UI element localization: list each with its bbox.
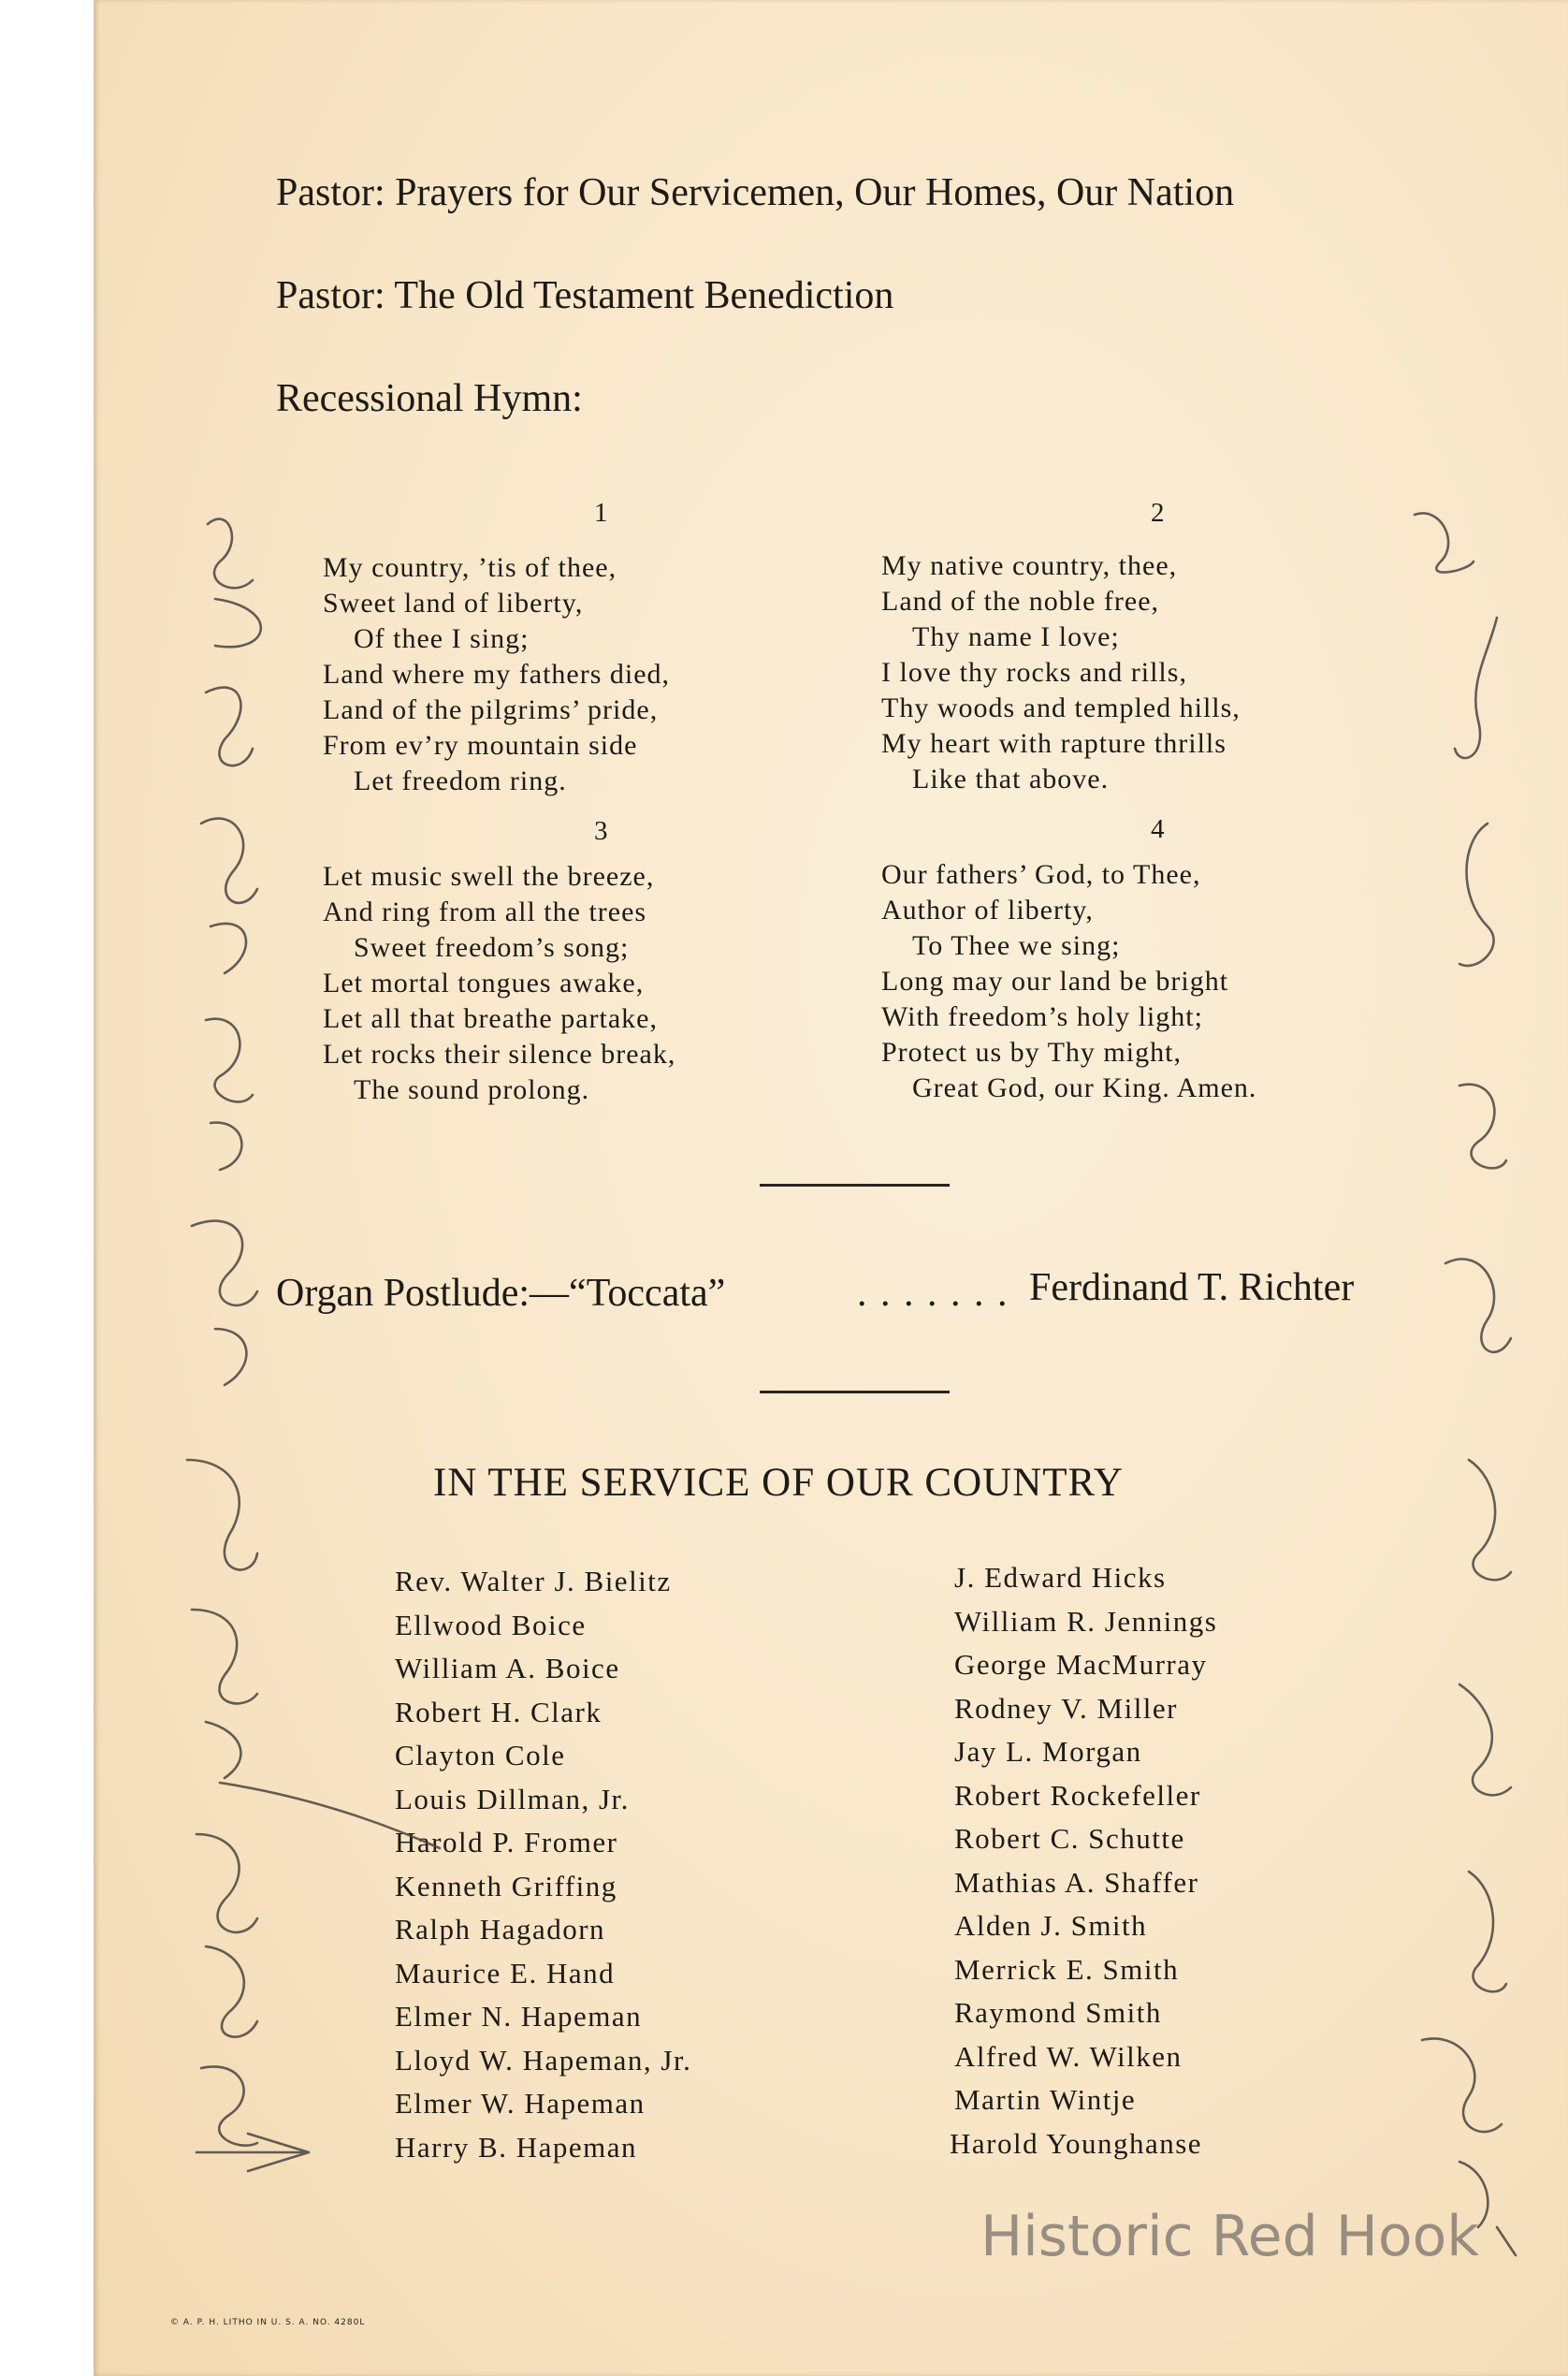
verse-number: 4 bbox=[1151, 814, 1165, 844]
handwriting-stroke bbox=[192, 1610, 257, 1778]
handwriting-stroke bbox=[1459, 1085, 1506, 1169]
service-name: Ellwood Boice bbox=[395, 1609, 587, 1641]
service-name: Alfred W. Wilken bbox=[954, 2040, 1183, 2073]
service-name: George MacMurray bbox=[954, 1648, 1208, 1681]
service-name: Harold Younghanse bbox=[950, 2127, 1203, 2160]
handwriting-stroke bbox=[208, 519, 261, 648]
service-name: Elmer W. Hapeman bbox=[395, 2087, 646, 2120]
verse-line: Let freedom ring. bbox=[354, 765, 567, 796]
handwriting-stroke bbox=[1459, 1684, 1511, 1795]
postlude-leader-dots: . . . . . . . bbox=[857, 1272, 1009, 1315]
service-name: Louis Dillman, Jr. bbox=[395, 1783, 630, 1815]
verse-line: To Thee we sing; bbox=[912, 930, 1121, 961]
verse-line: My country, ’tis of thee, bbox=[323, 552, 617, 583]
handwriting-stroke bbox=[1469, 1872, 1506, 1991]
handwriting-stroke bbox=[1459, 824, 1494, 966]
verse-line: Protect us by Thy might, bbox=[881, 1037, 1182, 1068]
verse-line: Land of the pilgrims’ pride, bbox=[323, 694, 659, 725]
service-name: Clayton Cole bbox=[395, 1739, 566, 1771]
handwriting-stroke bbox=[1415, 513, 1474, 572]
verse-line: Let music swell the breeze, bbox=[323, 861, 655, 892]
service-name: Lloyd W. Hapeman, Jr. bbox=[395, 2044, 692, 2077]
verse-line: Land of the noble free, bbox=[881, 586, 1160, 617]
service-name: Kenneth Griffing bbox=[395, 1870, 617, 1902]
verse-number: 3 bbox=[594, 816, 608, 846]
organ-postlude-label: Organ Postlude:—“Toccata” bbox=[276, 1272, 726, 1315]
verse-line: Like that above. bbox=[912, 764, 1110, 794]
service-name: Alden J. Smith bbox=[954, 1909, 1148, 1942]
service-name: William A. Boice bbox=[395, 1652, 620, 1684]
service-name: Mathias A. Shaffer bbox=[954, 1866, 1199, 1899]
printer-imprint: © A. P. H. LITHO IN U. S. A. NO. 4280L bbox=[170, 2318, 366, 2327]
verse-line: Land where my fathers died, bbox=[323, 659, 671, 690]
service-name: Robert Rockefeller bbox=[954, 1779, 1201, 1812]
verse-line: Of thee I sing; bbox=[354, 623, 530, 654]
handwriting-stroke bbox=[187, 1460, 257, 1569]
handwriting-stroke bbox=[1497, 2227, 1516, 2255]
verse-line: Let mortal tongues awake, bbox=[323, 968, 645, 999]
handwriting-stroke bbox=[1469, 1460, 1511, 1580]
handwriting-stroke bbox=[206, 688, 253, 765]
handwriting-stroke bbox=[201, 819, 257, 973]
service-name: J. Edward Hicks bbox=[954, 1561, 1167, 1594]
verse-line: Sweet land of liberty, bbox=[323, 588, 584, 619]
service-name: Robert H. Clark bbox=[395, 1696, 603, 1728]
service-name: Raymond Smith bbox=[954, 1996, 1162, 2029]
verse-line: Great God, our King. Amen. bbox=[912, 1072, 1257, 1103]
historic-red-hook-watermark: Historic Red Hook bbox=[980, 2204, 1480, 2269]
verse-line: Long may our land be bright bbox=[881, 966, 1229, 997]
verse-line: Let all that breathe partake, bbox=[323, 1003, 658, 1034]
service-name: Maurice E. Hand bbox=[395, 1957, 616, 1990]
service-name: Harold P. Fromer bbox=[395, 1826, 618, 1859]
handwriting-stroke bbox=[206, 1019, 253, 1170]
service-name: Harry B. Hapeman bbox=[395, 2131, 637, 2164]
service-name: Rodney V. Miller bbox=[954, 1692, 1179, 1725]
verse-line: The sound prolong. bbox=[354, 1074, 590, 1105]
handwriting-stroke bbox=[1455, 618, 1497, 758]
verse-line: Sweet freedom’s song; bbox=[354, 932, 630, 963]
service-name: Elmer N. Hapeman bbox=[395, 2000, 643, 2033]
handwriting-stroke bbox=[1445, 1259, 1511, 1351]
benediction-line: Pastor: The Old Testament Benediction bbox=[276, 274, 894, 317]
verse-line: My heart with rapture thrills bbox=[881, 728, 1227, 759]
handwriting-stroke bbox=[196, 2134, 309, 2171]
service-heading: IN THE SERVICE OF OUR COUNTRY bbox=[433, 1461, 1124, 1505]
verse-line: I love thy rocks and rills, bbox=[881, 657, 1187, 688]
handwriting-stroke bbox=[192, 1221, 257, 1385]
prayers-line: Pastor: Prayers for Our Servicemen, Our Homes, Our Nation bbox=[276, 171, 1235, 214]
verse-line: My native country, thee, bbox=[881, 550, 1178, 581]
verse-line: And ring from all the trees bbox=[323, 896, 647, 927]
service-name: Ralph Hagadorn bbox=[395, 1913, 606, 1946]
service-name: Jay L. Morgan bbox=[954, 1735, 1142, 1768]
verse-line: With freedom’s holy light; bbox=[881, 1001, 1203, 1032]
verse-number: 2 bbox=[1151, 498, 1165, 528]
verse-line: Thy woods and templed hills, bbox=[881, 692, 1241, 723]
service-name: Rev. Walter J. Bielitz bbox=[395, 1565, 672, 1597]
service-name: Robert C. Schutte bbox=[954, 1822, 1185, 1855]
service-name: Martin Wintje bbox=[954, 2083, 1137, 2116]
postlude-composer: Ferdinand T. Richter bbox=[1029, 1266, 1355, 1309]
verse-line: Thy name I love; bbox=[912, 621, 1120, 652]
recessional-hymn-label: Recessional Hymn: bbox=[276, 377, 583, 420]
handwriting-stroke bbox=[196, 1834, 257, 1932]
verse-line: Let rocks their silence break, bbox=[323, 1039, 676, 1070]
verse-line: Our fathers’ God, to Thee, bbox=[881, 859, 1201, 890]
service-name: Merrick E. Smith bbox=[954, 1953, 1180, 1986]
verse-number: 1 bbox=[594, 498, 608, 528]
verse-line: Author of liberty, bbox=[881, 895, 1094, 926]
service-name: William R. Jennings bbox=[954, 1605, 1218, 1638]
handwriting-stroke bbox=[206, 1946, 257, 2037]
verse-line: From ev’ry mountain side bbox=[323, 730, 638, 761]
handwriting-stroke bbox=[1422, 2038, 1502, 2227]
handwriting-stroke bbox=[220, 1783, 440, 1848]
